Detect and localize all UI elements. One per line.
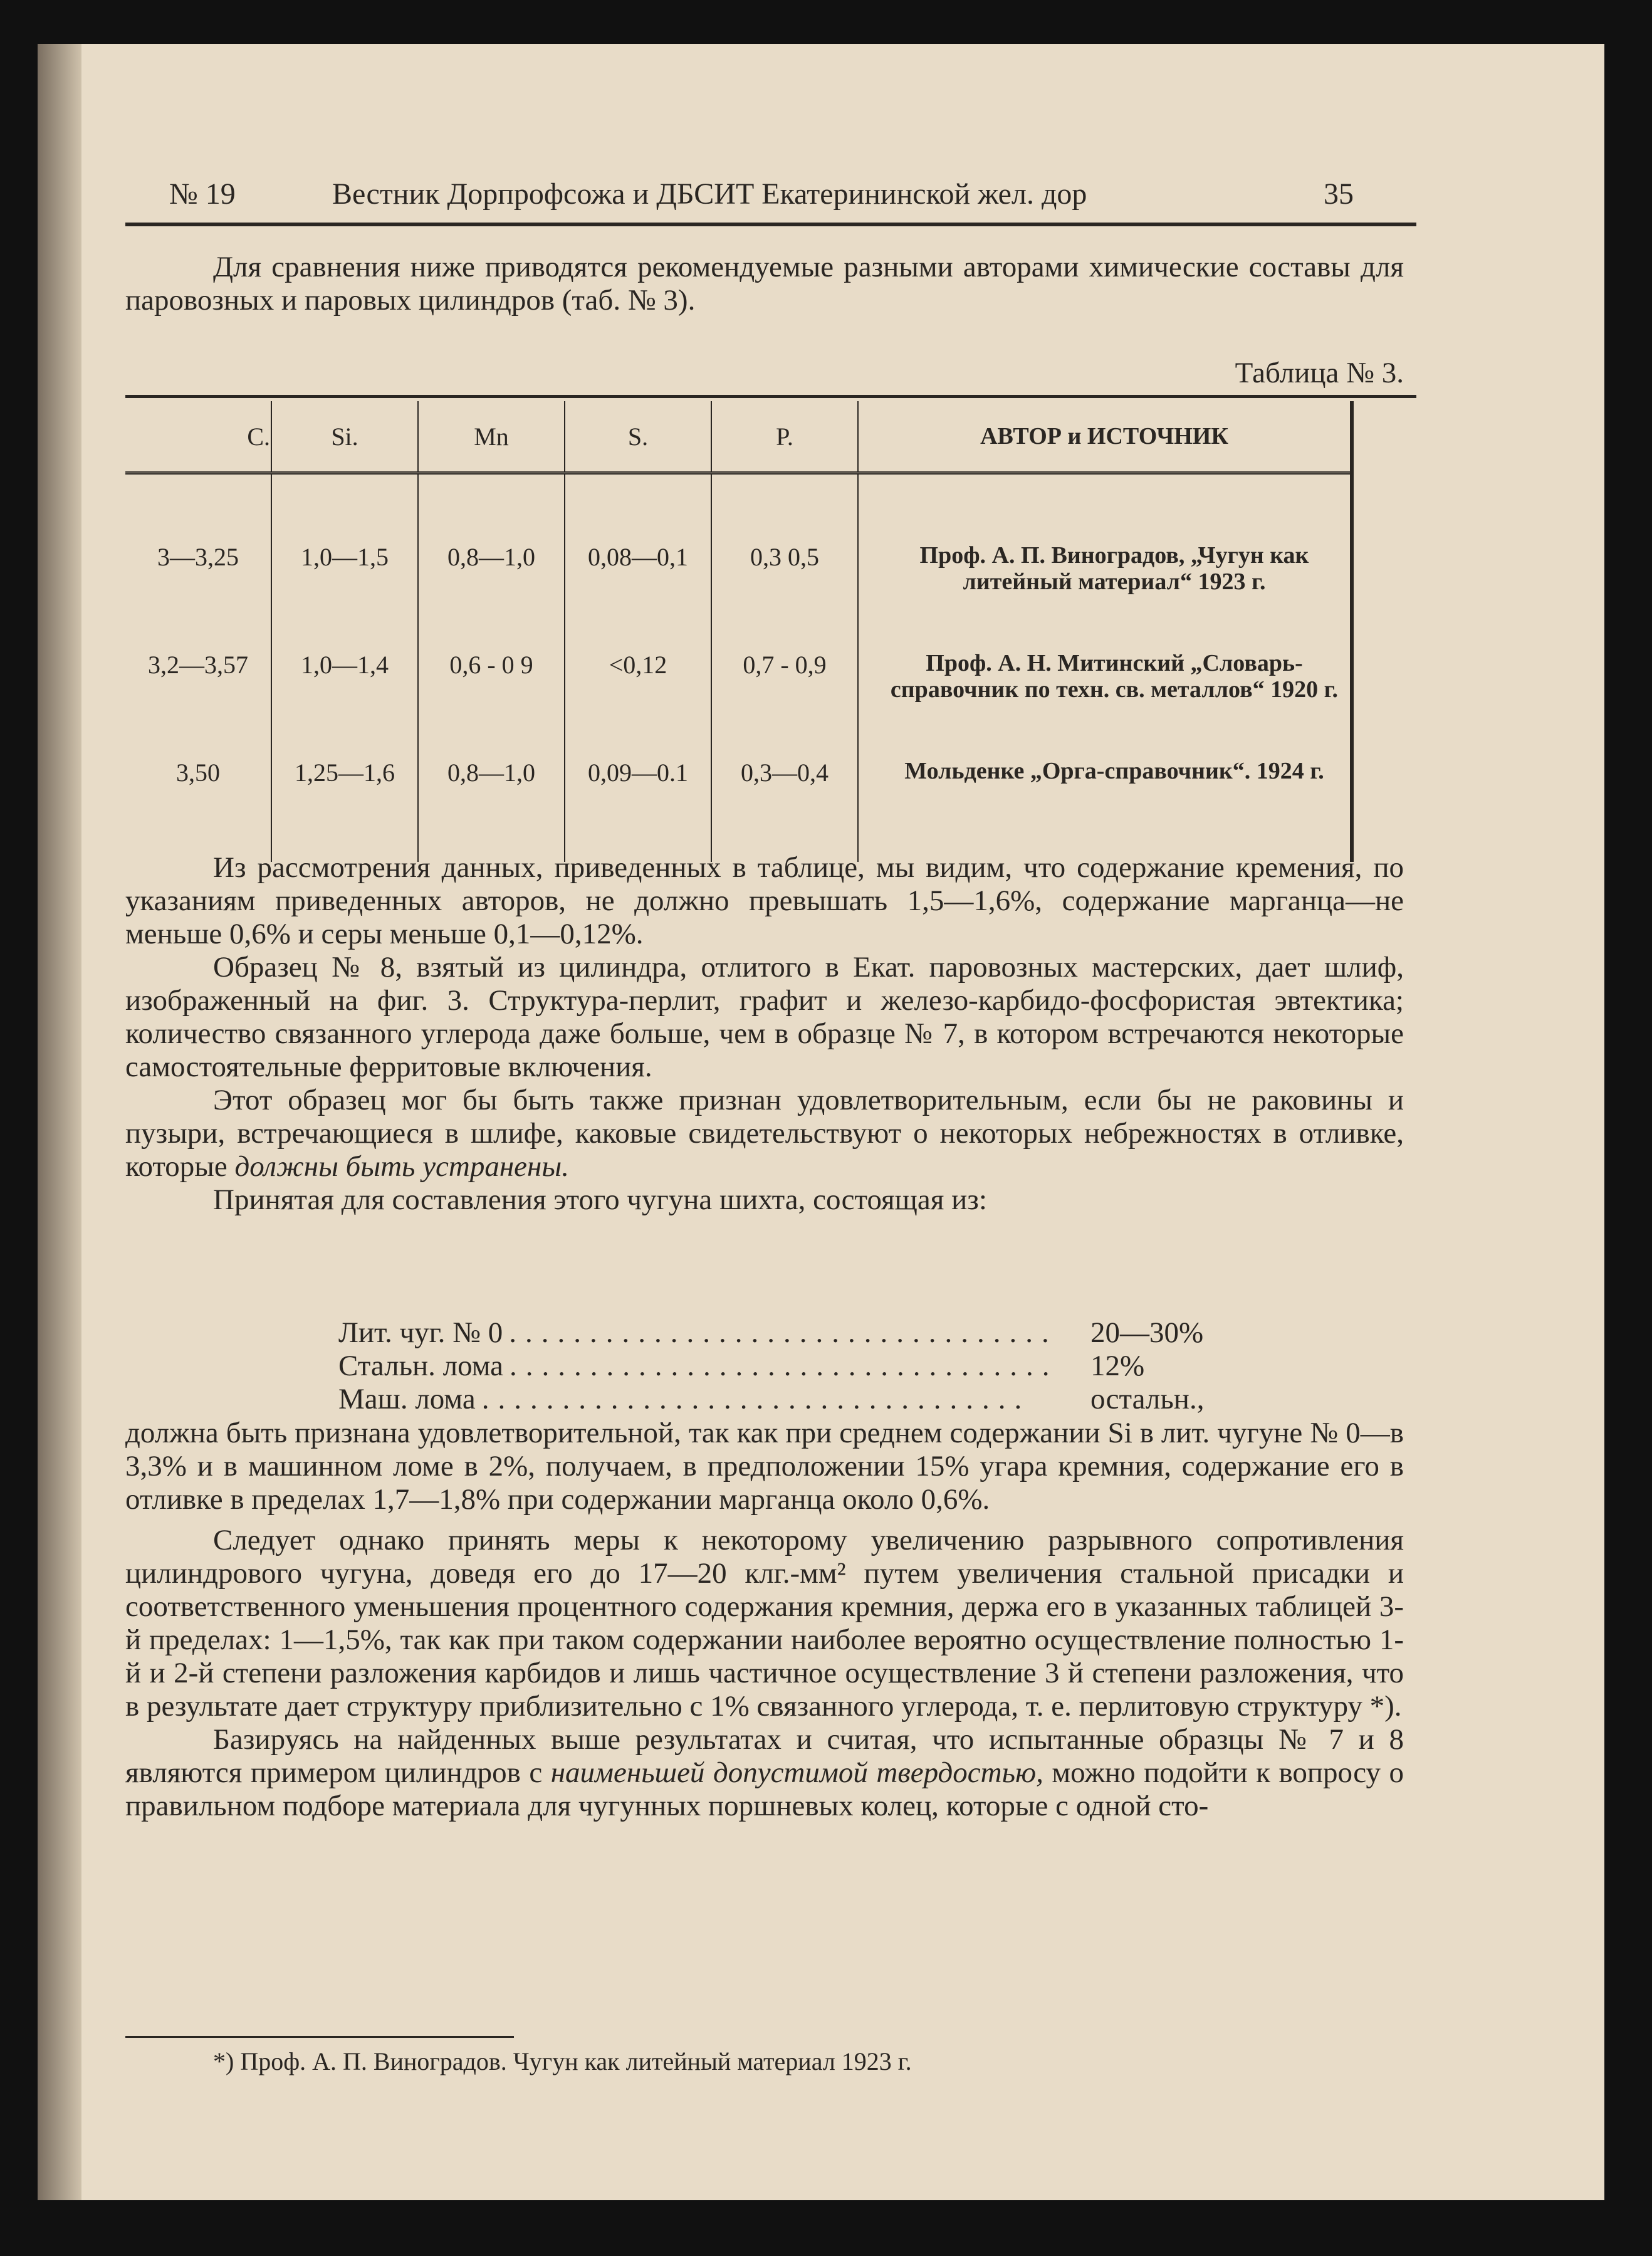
cell: 0,3 0,5: [711, 538, 858, 646]
cell-author: Мольденке „Орга-справочник“. 1924 г.: [858, 754, 1352, 862]
cell: 3,50: [176, 758, 220, 787]
cell: 0,7 - 0,9: [711, 646, 858, 754]
cell: 0,3—0,4: [711, 754, 858, 862]
col-s: S.: [565, 401, 711, 473]
table-header-row: [125, 401, 1352, 473]
table-row: [125, 754, 1352, 862]
paragraph: [125, 1084, 1404, 1183]
col-si: Si.: [271, 401, 418, 473]
intro-paragraph: Для сравнения ниже приводятся рекомендуемые разными авторами химические составы для паровозных и паровых цилиндров (таб. № 3).: [125, 251, 1404, 317]
cell: 1,25—1,6: [271, 754, 418, 862]
cell: 3—3,25: [157, 543, 239, 571]
paragraph: Образец № 8, взятый из цилиндра, отлитого в Екат. паровозных мастерских, дает шлиф, изображенный на фиг. 3. Структура-перлит, графит и железо-карбидо-фосфористая эвтектика; количество связанного углерода даже больше, чем в образце № 7, в котором встречаются некоторые самостоятельные ферритовые включения.: [125, 951, 1404, 1083]
paragraph: Из рассмотрения данных, приведенных в таблице, мы видим, что содержание кремения, по указаниям приведенных авторов, не должно превышать 1,5—1,6%, содержание марганца—не меньше 0,6% и серы меньше 0,1—0,12%.: [125, 851, 1404, 950]
body-block-1: [125, 851, 1404, 1217]
cell: 0,8—1,0: [418, 754, 565, 862]
mixture-item: Лит. чуг. № 0 .................................. 20—30%: [338, 1316, 1291, 1350]
mixture-value: остальн.,: [1090, 1383, 1205, 1415]
table-row: [125, 538, 1352, 646]
table-spacer-row: [125, 473, 1352, 539]
paragraph-italic: должны быть устранены.: [234, 1150, 569, 1183]
table-row: [125, 646, 1352, 754]
col-p: P.: [711, 401, 858, 473]
mixture-name: Лит. чуг. № 0: [338, 1316, 503, 1349]
paragraph: [125, 1723, 1404, 1823]
mixture-name: Маш. лома: [338, 1383, 476, 1415]
mixture-list: [338, 1316, 1291, 1416]
col-c: C.: [125, 401, 271, 473]
paragraph: Принятая для составления этого чугуна шихта, состоящая из:: [213, 1183, 987, 1216]
intro-block: [125, 251, 1404, 317]
cell: 0,09—0.1: [565, 754, 711, 862]
mixture-item: Стальн. лома .................................. 12%: [338, 1350, 1291, 1383]
cell: 3,2—3,57: [148, 651, 248, 679]
table-title: Таблица № 3.: [1235, 357, 1404, 389]
header-rule: [125, 223, 1416, 226]
page: [38, 44, 1604, 2200]
table-top-rule: [125, 395, 1416, 398]
col-mn: Mn: [418, 401, 565, 473]
footnote-rule: [125, 2036, 514, 2038]
paragraph: Следует однако принять меры к некоторому увеличению разрывного сопротивления цилиндрового чугуна, доведя его до 17—20 клг.-мм² путем увеличения стальной присадки и соответственного уменьшения процентного содержания кремния, держа его в указанных таблицей 3-й пределах: 1—1,5%, так как при таком содержании наиболее вероятно осуществление полностью 1-й и 2-й степени разложения карбидов и лишь частичное осуществление 3 й степени разложения, что в результате дает структуру приблизительно с 1% связанного углерода, т. е. перлитовую структуру *).: [125, 1524, 1404, 1723]
cell: <0,12: [565, 646, 711, 754]
running-header: [169, 169, 1391, 219]
paragraph: должна быть признана удовлетворительной, так как при среднем содержании Si в лит. чугуне № 0—в 3,3% и в машинном ломе в 2%, получаем, в предположении 15% угара кремния, содержание его в отливке в пределах 1,7—1,8% при содержании марганца около 0,6%.: [125, 1417, 1404, 1516]
paragraph-text: Базируясь на найденных выше результатах и считая, что испытанные образцы № 7 и 8 являются примером цилиндров с: [125, 1723, 1404, 1789]
composition-table: [125, 401, 1354, 862]
paragraph-italic: наименьшей допустимой твердостью,: [550, 1756, 1043, 1789]
issue-number: № 19: [169, 177, 236, 211]
mixture-value: 20—30%: [1090, 1316, 1204, 1349]
mixture-item: Маш. лома .................................. остальн.,: [338, 1383, 1291, 1416]
paragraph-text: Этот образец мог бы быть также признан удовлетворительным, если бы не раковины и пузыри, встречающиеся в шлифе, каковые свидетельствуют о некоторых небрежностях в отливке, которые: [125, 1084, 1404, 1183]
footnote: *) Проф. А. П. Виноградов. Чугун как литейный материал 1923 г.: [213, 2047, 912, 2075]
mixture-name: Стальн. лома: [338, 1350, 503, 1382]
cell-author: Проф. А. П. Виноградов, „Чугун как литейный материал“ 1923 г.: [858, 538, 1352, 646]
page-number: 35: [1324, 177, 1354, 211]
cell: 0,08—0,1: [565, 538, 711, 646]
cell: 0,6 - 0 9: [418, 646, 565, 754]
cell-author: Проф. А. Н. Митинский „Словарь-справочник по техн. св. металлов“ 1920 г.: [858, 646, 1352, 754]
cell: 1,0—1,4: [271, 646, 418, 754]
col-author: АВТОР и ИСТОЧНИК: [858, 401, 1352, 473]
body-block-2: [125, 1417, 1404, 1823]
journal-title: Вестник Дорпрофсожа и ДБСИТ Екатерининской жел. дор: [332, 177, 1087, 211]
paragraph-text: можно подойти к вопросу о правильном подборе материала для чугунных поршневых колец, которые с одной сто-: [125, 1756, 1404, 1822]
book-binding: [38, 44, 81, 2200]
cell: 0,8—1,0: [418, 538, 565, 646]
cell: 1,0—1,5: [271, 538, 418, 646]
mixture-value: 12%: [1090, 1350, 1145, 1382]
